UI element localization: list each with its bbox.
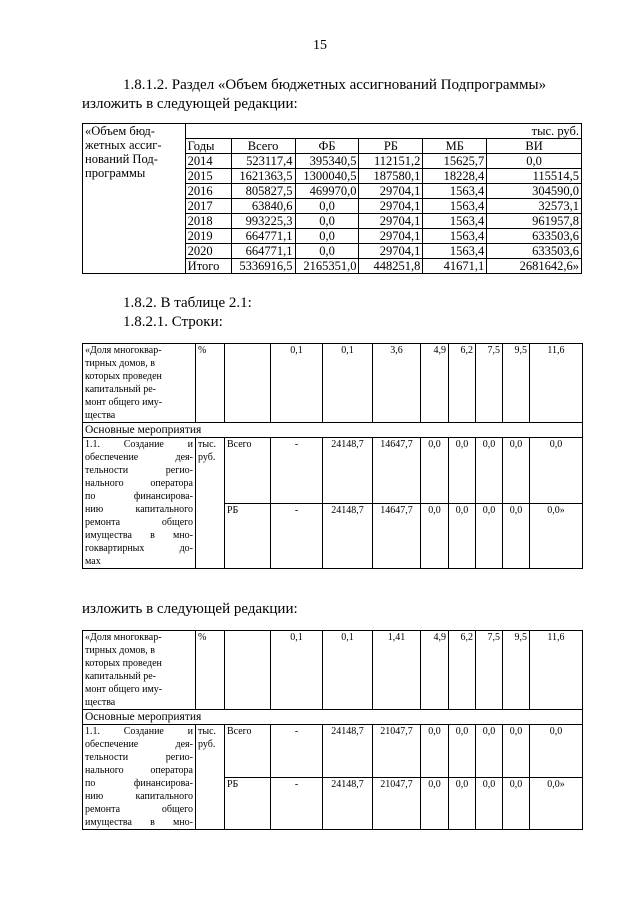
cell: 0,0 <box>530 438 583 504</box>
cell: 2015 <box>185 169 231 184</box>
cell: 2017 <box>185 199 231 214</box>
cell: 0,0 <box>449 438 476 504</box>
row-label: Всего <box>225 725 271 778</box>
cell: 24148,7 <box>323 438 373 504</box>
row-label: РБ <box>225 503 271 569</box>
cell: 1563,4 <box>423 229 487 244</box>
text-line: капитальный ре- <box>85 384 156 395</box>
cell: - <box>271 438 323 504</box>
text-line: имущества в мно- <box>85 530 193 541</box>
cell: 14647,7 <box>373 503 421 569</box>
indicator-unit: % <box>196 344 225 423</box>
cell: 11,6 <box>530 631 583 710</box>
text-line: которых проведен <box>85 371 162 382</box>
cell: 63840,6 <box>231 199 295 214</box>
cell: 0,0 <box>295 199 359 214</box>
cell: 14647,7 <box>373 438 421 504</box>
cell: 1,41 <box>373 631 421 710</box>
row-label: Всего <box>225 438 271 504</box>
cell: 6,2 <box>449 344 476 423</box>
cell: 0,0 <box>503 503 530 569</box>
text-line: обеспечение дея- <box>85 452 193 463</box>
cell: 29704,1 <box>359 184 423 199</box>
activity-unit <box>196 438 225 569</box>
cell: 0,0 <box>530 725 583 778</box>
text-line: тирных домов, в <box>85 358 155 369</box>
section-row <box>83 423 583 438</box>
text-line: руб. <box>198 452 216 463</box>
cell: 4,9 <box>421 631 449 710</box>
cell: 29704,1 <box>359 229 423 244</box>
budget-label-line: программы <box>85 166 146 180</box>
heading-section-1-8-2: 1.8.2. В таблице 2.1: <box>123 295 252 311</box>
cell: 633503,6 <box>487 244 582 259</box>
cell: 0,0 <box>503 438 530 504</box>
cell: 6,2 <box>449 631 476 710</box>
cell: 0,0» <box>530 503 583 569</box>
indicator-unit: % <box>196 631 225 710</box>
cell: 1563,4 <box>423 214 487 229</box>
text-line: имущества в мно- <box>85 817 193 828</box>
cell: 41671,1 <box>423 259 487 274</box>
cell: 0,0 <box>295 244 359 259</box>
budget-table <box>82 123 582 274</box>
indicator-table-before <box>82 343 583 569</box>
cell: 3,6 <box>373 344 421 423</box>
indicator-name <box>83 631 196 710</box>
indicator-row <box>83 631 583 710</box>
cell: 1563,4 <box>423 244 487 259</box>
cell: 29704,1 <box>359 244 423 259</box>
text-line: мах <box>85 556 101 567</box>
col-header: Годы <box>185 139 231 154</box>
text-line: монт общего иму- <box>85 397 163 408</box>
cell: 7,5 <box>476 344 503 423</box>
col-header: РБ <box>359 139 423 154</box>
heading-section-1-8-2-1: 1.8.2.1. Строки: <box>123 314 223 330</box>
cell: 21047,7 <box>373 777 421 830</box>
budget-label <box>83 124 186 274</box>
col-header: ВИ <box>487 139 582 154</box>
text-line: 1.1. Создание и <box>85 726 193 737</box>
text-line: гоквартирных до- <box>85 543 193 554</box>
text-line: монт общего иму- <box>85 684 163 695</box>
col-header: ФБ <box>295 139 359 154</box>
cell: 21047,7 <box>373 725 421 778</box>
text-line: нию капитального <box>85 791 193 802</box>
cell: 2165351,0 <box>295 259 359 274</box>
text-line: нального оператора <box>85 765 193 776</box>
cell: 664771,1 <box>231 244 295 259</box>
page-number: 15 <box>313 38 327 53</box>
cell: 0,0 <box>421 725 449 778</box>
cell: 0,1 <box>323 631 373 710</box>
section-title: Основные мероприятия <box>83 423 583 438</box>
text-line: тельности регио- <box>85 465 193 476</box>
cell: 29704,1 <box>359 214 423 229</box>
cell: 523117,4 <box>231 154 295 169</box>
text-line: ремонта общего <box>85 517 193 528</box>
text-line: щества <box>85 697 116 708</box>
cell: 304590,0 <box>487 184 582 199</box>
col-header: МБ <box>423 139 487 154</box>
text-line: обеспечение дея- <box>85 739 193 750</box>
cell: 1300040,5 <box>295 169 359 184</box>
cell: 11,6 <box>530 344 583 423</box>
cell: 29704,1 <box>359 199 423 214</box>
cell: 2019 <box>185 229 231 244</box>
text-line: «Доля многоквар- <box>85 632 162 643</box>
cell <box>225 631 271 710</box>
cell: 0,0 <box>449 725 476 778</box>
cell: 2681642,6» <box>487 259 582 274</box>
cell: 9,5 <box>503 344 530 423</box>
cell: 18228,4 <box>423 169 487 184</box>
text-line: тыс. <box>198 726 217 737</box>
indicator-name <box>83 344 196 423</box>
cell: 0,0 <box>476 503 503 569</box>
cell: 2016 <box>185 184 231 199</box>
cell: 112151,2 <box>359 154 423 169</box>
text-line: «Доля многоквар- <box>85 345 162 356</box>
col-header: Всего <box>231 139 295 154</box>
activity-name <box>83 438 196 569</box>
cell: 24148,7 <box>323 503 373 569</box>
text-line: тирных домов, в <box>85 645 155 656</box>
cell: 448251,8 <box>359 259 423 274</box>
cell: 0,1 <box>323 344 373 423</box>
cell: - <box>271 725 323 778</box>
cell: 7,5 <box>476 631 503 710</box>
text-line: ремонта общего <box>85 804 193 815</box>
text-line: капитальный ре- <box>85 671 156 682</box>
cell: 0,0 <box>487 154 582 169</box>
cell: 0,0 <box>421 777 449 830</box>
cell: 993225,3 <box>231 214 295 229</box>
cell: 0,0 <box>503 725 530 778</box>
cell: 24148,7 <box>323 777 373 830</box>
cell: 0,0 <box>476 438 503 504</box>
cell: 32573,1 <box>487 199 582 214</box>
cell: 0,0 <box>421 503 449 569</box>
text-line: нию капитального <box>85 504 193 515</box>
cell: 0,0 <box>449 777 476 830</box>
cell: - <box>271 777 323 830</box>
indicator-table-after <box>82 630 583 830</box>
activity-name <box>83 725 196 830</box>
cell: - <box>271 503 323 569</box>
heading-section-1-8-1-2-cont: изложить в следующей редакции: <box>82 96 298 112</box>
cell: 2020 <box>185 244 231 259</box>
cell: 633503,6 <box>487 229 582 244</box>
heading-new-edition: изложить в следующей редакции: <box>82 601 298 617</box>
budget-unit: тыс. руб. <box>185 124 581 139</box>
cell: 469970,0 <box>295 184 359 199</box>
cell: 0,0 <box>476 777 503 830</box>
cell: 0,0 <box>476 725 503 778</box>
text-line: тельности регио- <box>85 752 193 763</box>
cell: 24148,7 <box>323 725 373 778</box>
activity-row-total <box>83 438 583 504</box>
cell: 1621363,5 <box>231 169 295 184</box>
text-line: по финансирова- <box>85 778 193 789</box>
activity-row-total <box>83 725 583 778</box>
budget-label-line: «Объем бюд- <box>85 124 155 138</box>
text-line: которых проведен <box>85 658 162 669</box>
text-line: 1.1. Создание и <box>85 439 193 450</box>
row-label: РБ <box>225 777 271 830</box>
cell: 0,0 <box>295 229 359 244</box>
cell: 0,0 <box>449 503 476 569</box>
text-line: по финансирова- <box>85 491 193 502</box>
cell: 1563,4 <box>423 199 487 214</box>
cell: 0,0 <box>295 214 359 229</box>
activity-unit <box>196 725 225 830</box>
cell <box>225 344 271 423</box>
cell: 5336916,5 <box>231 259 295 274</box>
budget-label-line: нований Под- <box>85 152 158 166</box>
cell: 15625,7 <box>423 154 487 169</box>
cell: 187580,1 <box>359 169 423 184</box>
cell: 115514,5 <box>487 169 582 184</box>
text-line: нального оператора <box>85 478 193 489</box>
cell: 0,0» <box>530 777 583 830</box>
indicator-row <box>83 344 583 423</box>
cell: 0,0 <box>421 438 449 504</box>
cell: 0,1 <box>271 344 323 423</box>
text-line: щества <box>85 410 116 421</box>
cell: 2014 <box>185 154 231 169</box>
text-line: тыс. <box>198 439 217 450</box>
cell: 805827,5 <box>231 184 295 199</box>
cell: 0,0 <box>503 777 530 830</box>
cell: 9,5 <box>503 631 530 710</box>
cell: 961957,8 <box>487 214 582 229</box>
cell: 0,1 <box>271 631 323 710</box>
heading-section-1-8-1-2: 1.8.1.2. Раздел «Объем бюджетных ассигнований Подпрограммы» <box>123 77 547 93</box>
budget-label-line: жетных ассиг- <box>85 138 162 152</box>
section-row <box>83 710 583 725</box>
cell: 664771,1 <box>231 229 295 244</box>
cell: Итого <box>185 259 231 274</box>
cell: 395340,5 <box>295 154 359 169</box>
cell: 2018 <box>185 214 231 229</box>
text-line: руб. <box>198 739 216 750</box>
section-title: Основные мероприятия <box>83 710 583 725</box>
cell: 4,9 <box>421 344 449 423</box>
cell: 1563,4 <box>423 184 487 199</box>
